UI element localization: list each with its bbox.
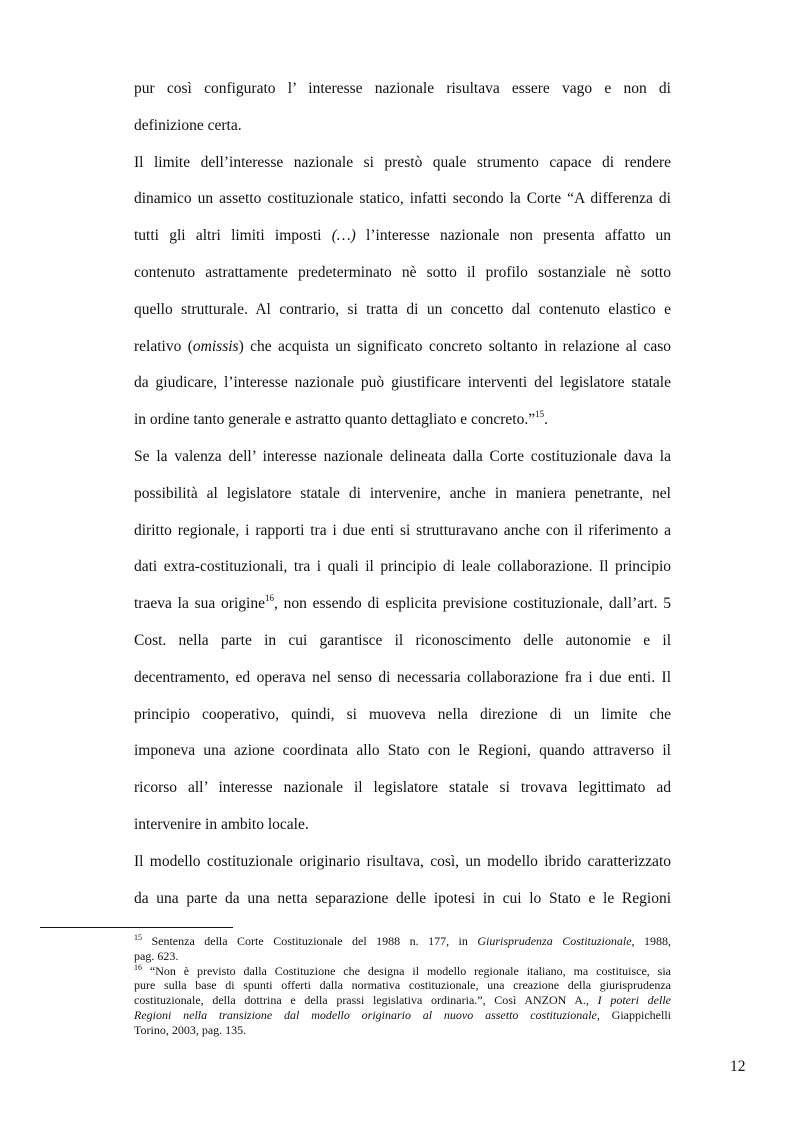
body-line bbox=[134, 632, 671, 650]
text-run: pag. 623. bbox=[134, 948, 179, 963]
italic-text: (…) bbox=[331, 227, 356, 245]
body-line bbox=[134, 190, 671, 208]
text-run: ricorso all’ interesse nazionale il legislatore statale si trovava legittimato ad bbox=[134, 779, 671, 797]
text-run: Il limite dell’interesse nazionale si prestò quale strumento capace di rendere bbox=[134, 153, 671, 171]
text-run: Torino, 2003, pag. 135. bbox=[134, 1022, 247, 1037]
body-line bbox=[134, 595, 671, 613]
text-run: definizione certa. bbox=[134, 116, 242, 134]
footnote-line bbox=[134, 1009, 671, 1023]
body-line bbox=[134, 264, 671, 282]
text-run: pure sulla base di spunti offerti dalla normativa costituzionale, una creazione della giurisprudenza bbox=[134, 978, 671, 993]
text-run: contenuto astrattamente predeterminato nè sotto il profilo sostanziale nè sotto bbox=[134, 264, 671, 281]
text-run: pur così configurato l’ interesse nazionale risultava essere vago e non di bbox=[134, 80, 671, 97]
text-run: in ordine tanto generale e astratto quanto dettagliato e concreto.” bbox=[134, 411, 536, 429]
text-run: da giudicare, l’interesse nazionale può giustificare interventi del legislatore statale bbox=[134, 374, 671, 392]
text-run: diritto regionale, i rapporti tra i due enti si strutturavano anche con il riferimento a bbox=[134, 521, 671, 539]
italic-text: Giurisprudenza Costituzionale bbox=[477, 934, 632, 948]
body-line bbox=[134, 301, 671, 319]
body-line bbox=[134, 669, 671, 687]
body-line bbox=[134, 227, 671, 245]
body-line bbox=[134, 853, 671, 871]
text-run: Il modello costituzionale originario risultava, così, un modello ibrido caratterizzato bbox=[134, 852, 671, 870]
page-number: 12 bbox=[730, 1058, 746, 1075]
italic-text: I poteri delle bbox=[597, 993, 672, 1008]
body-line bbox=[134, 154, 671, 172]
text-run: principio cooperativo, quindi, si muoveva nella direzione di un limite che bbox=[134, 705, 671, 723]
footnote-line bbox=[134, 935, 671, 949]
text-run: decentramento, ed operava nel senso di necessaria collaborazione fra i due enti. Il bbox=[134, 668, 671, 686]
body-line bbox=[134, 779, 671, 797]
text-run: relativo ( bbox=[134, 337, 193, 355]
text-run: dinamico un assetto costituzionale statico, infatti secondo la Corte “A differenza di bbox=[134, 190, 671, 208]
text-run: l’interesse nazionale non presenta affatto un bbox=[355, 227, 671, 245]
footnote-line bbox=[134, 979, 671, 993]
text-run: quello strutturale. Al contrario, si tratta di un concetto dal contenuto elastico e bbox=[134, 300, 671, 318]
body-line bbox=[134, 485, 671, 503]
italic-text: Regioni nella transizione dal modello originario al nuovo assetto costituzionale, bbox=[134, 1008, 600, 1022]
body-line bbox=[134, 890, 671, 908]
text-run: intervenire in ambito locale. bbox=[134, 816, 309, 833]
body-line bbox=[134, 816, 671, 834]
body-line bbox=[134, 448, 671, 466]
footnote-line bbox=[134, 962, 671, 979]
text-run: . bbox=[544, 411, 548, 429]
body-line bbox=[134, 558, 671, 576]
text-run: “Non è previsto dalla Costituzione che designa il modello regionale italiano, ma costituisce, sia bbox=[142, 963, 671, 978]
body-line bbox=[134, 742, 671, 760]
footnote-line bbox=[134, 950, 671, 964]
footnote-line bbox=[134, 994, 671, 1008]
footnote-reference: 15 bbox=[535, 409, 545, 420]
text-run: traeva la sua origine bbox=[134, 595, 265, 613]
italic-text: omissis bbox=[192, 337, 239, 355]
text-run: Sentenza della Corte Costituzionale del 1988 n. 177, in bbox=[142, 934, 478, 948]
text-run: Cost. nella parte in cui garantisce il riconoscimento delle autonomie e il bbox=[134, 632, 671, 649]
footnote-separator bbox=[40, 927, 233, 928]
text-run: da una parte da una netta separazione delle ipotesi in cui lo Stato e le Regioni bbox=[134, 889, 671, 907]
text-run: costituzionale, della dottrina e della prassi legislativa ordinaria.”, Così ANZON A., bbox=[134, 993, 598, 1008]
body-line bbox=[134, 411, 671, 429]
footnote-reference: 16 bbox=[134, 962, 142, 972]
text-run: imponeva una azione coordinata allo Stato con le Regioni, quando attraverso il bbox=[134, 742, 671, 760]
body-line bbox=[134, 338, 671, 356]
body-line bbox=[134, 706, 671, 724]
text-run: dati extra-costituzionali, tra i quali il principio di leale collaborazione. Il principio bbox=[134, 558, 671, 576]
footnote-reference: 16 bbox=[264, 593, 274, 604]
body-line bbox=[134, 117, 671, 135]
body-line bbox=[134, 522, 671, 540]
footnote-reference: 15 bbox=[134, 933, 142, 942]
body-line bbox=[134, 374, 671, 392]
text-run: possibilità al legislatore statale di intervenire, anche in maniera penetrante, nel bbox=[134, 484, 671, 502]
text-run: Se la valenza dell’ interesse nazionale delineata dalla Corte costituzionale dava la bbox=[134, 448, 671, 465]
text-run: Giappichelli bbox=[599, 1008, 671, 1022]
text-run: , 1988, bbox=[631, 934, 672, 948]
body-line bbox=[134, 80, 671, 98]
text-run: tutti gli altri limiti imposti bbox=[134, 227, 332, 245]
footnote-line bbox=[134, 1024, 671, 1038]
text-run: , non essendo di esplicita previsione costituzionale, dall’art. 5 bbox=[273, 595, 671, 613]
text-run: ) che acquista un significato concreto soltanto in relazione al caso bbox=[238, 337, 671, 355]
